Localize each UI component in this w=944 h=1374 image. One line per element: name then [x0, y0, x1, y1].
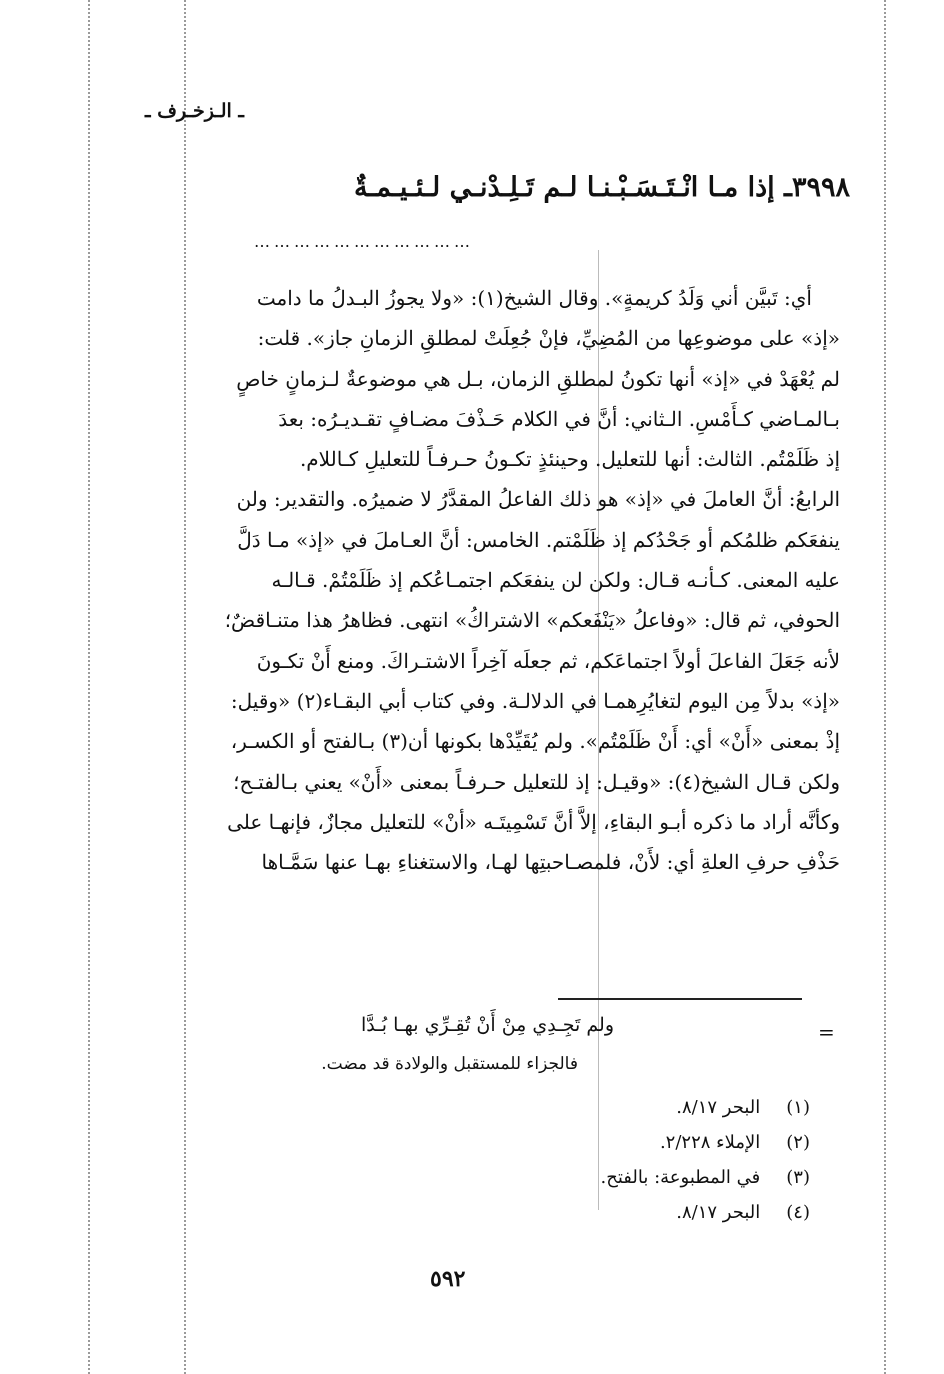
footnote-number: (١) — [786, 1097, 810, 1118]
body-line: إذْ بمعنى «أَنْ» أي: أَنْ ظَلَمْتُم». ولم يُقَيِّدْها بكونها أن(٣) بـالفتح أو الكسـر، — [230, 729, 840, 754]
body-line: الحوفي، ثم قال: «وفاعلُ «يَنْفَعكم» الاشتراكُ» انتهى. فظاهرُ هذا متنـاقضٌ؛ — [224, 608, 840, 633]
body-line: عليه المعنى. كـأنـه قـال: ولكن لن ينفعَكم اجتمـاعُكم إذ ظَلَمْتُمْ. قـالـه — [271, 568, 840, 593]
body-line: لم يُعْهَدْ في «إذ» أنها تكونُ لمطلقِ الزمان، بـل هي موضوعةٌ لـزمانٍ خاصٍ — [236, 366, 840, 391]
body-line: إذ ظَلَمْتُم. الثالث: أنها للتعليل. وحينئذٍ تكـونُ حـرفـاً للتعليلِ كـاللام. — [299, 447, 840, 472]
footnote-item — [601, 1160, 810, 1195]
footnote-text: الإملاء ٢/٢٢٨. — [659, 1132, 761, 1153]
footnote-item — [601, 1195, 810, 1230]
footnote-list — [601, 1090, 810, 1230]
footnote-text: البحر ٨/١٧. — [676, 1202, 761, 1223]
footnote-number: (٤) — [786, 1202, 810, 1223]
body-line: ولكن قـال الشيخ(٤): «وقيـل: إذ للتعليل حـرفـاً بمعنى «أَنْ» يعني بـالفتـح؛ — [233, 769, 840, 794]
body-line: حَذْفِ حرفِ العلةِ أي: لأَنْ، فلمصـاحبتِها لهـا، والاستغناءِ بهـا عنها سَمَّـاها — [261, 850, 840, 875]
body-line: «إذ» على موضوعِها من المُضِيِّ، فإنْ جُعِلَتْ لمطلقِ الزمانِ جاز». قلت: — [257, 326, 840, 351]
body-line: لأنه جَعَلَ الفاعلَ أولاً اجتماعَكم، ثم جعلَه آخِراً الاشتـراكَ. ومنع أَنْ تكـونَ — [256, 648, 840, 673]
footnote-continuation-mark: = — [818, 1020, 835, 1044]
body-line: ينفعَكم ظلمُكم أو جَحْدُكم إذ ظَلَمْتم. الخامس: أنَّ العـاملَ في «إذ» مـا دَلَّ — [237, 527, 840, 552]
footnote-text: في المطبوعة: بالفتح. — [600, 1167, 761, 1188]
body-line: الرابعُ: أنَّ العاملَ في «إذ» هو ذلك الفاعلُ المقدَّرُ لا ضميرُه. والتقدير: ولن — [236, 487, 840, 512]
footnote-separator — [558, 998, 802, 1000]
footnote-number: (٣) — [786, 1167, 810, 1188]
commentary-body — [114, 278, 840, 882]
footnote-text: البحر ٨/١٧. — [676, 1097, 761, 1118]
footnote-explanation: فالجزاء للمستقبل والولادة قد مضت. — [321, 1054, 578, 1074]
body-line: أي: تَبيَّن أني وَلَدُ كريمةٍ». وقال الشيخ(١): «ولا يجوزُ البـدلُ ما دامت — [256, 286, 812, 310]
page-number: ٥٩٢ — [430, 1266, 466, 1292]
scan-margin-dots-left — [88, 0, 90, 1374]
footnote-item — [601, 1090, 810, 1125]
verse-line: ٣٩٩٨ـ إذا مـا انْـتَـسَـبْـنـا لـم تَـلِـدْنـي لـئـيـمـةٌ — [353, 172, 850, 203]
footnote-verse-line: ولم تَجِـدِي مِنْ أَنْ تُقِـرِّي بهـا بُـدَّا — [360, 1014, 614, 1036]
body-line: وكأنَّه أراد ما ذكره أبـو البقاءِ، إلاَّ أنَّ تَسْمِيتَـه «أنْ» للتعليل مجازٌ، فإنهـا على — [227, 809, 840, 834]
scan-margin-dots-right — [884, 0, 886, 1374]
running-header: ـ الـزخـرف ـ — [145, 100, 244, 122]
footnote-item — [601, 1125, 810, 1160]
verse-ellipsis: …………………………… — [254, 232, 474, 251]
body-line: «إذ» بدلاً مِن اليوم لتغايُرِهمـا في الدلالـة. وفي كتاب أبي البقـاء(٢) «وقيل: — [230, 688, 840, 713]
footnote-number: (٢) — [786, 1132, 810, 1153]
body-line: بـالمـاضي كـأَمْسِ. الـثاني: أنَّ في الكلام حَـذْفَ مضـافٍ تقـديـرُه: بعدَ — [278, 406, 840, 431]
